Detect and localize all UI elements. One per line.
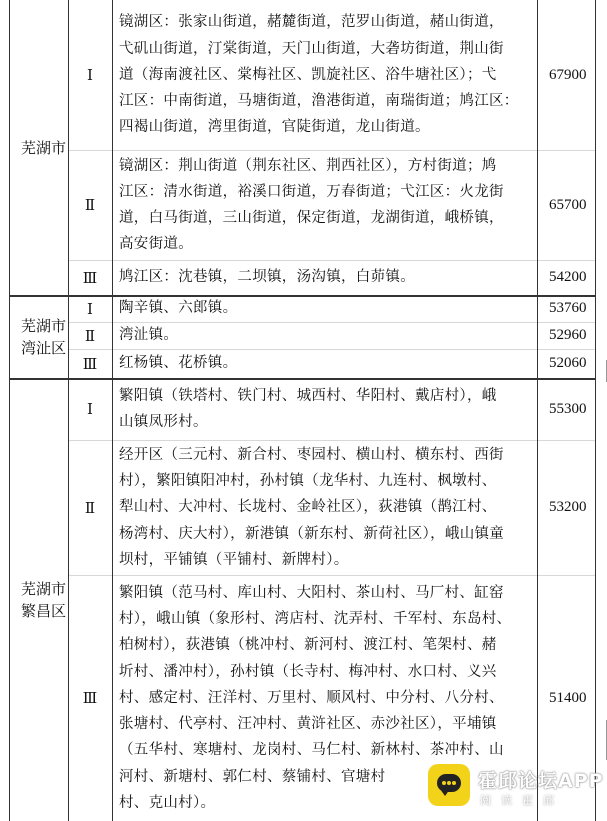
column-divider xyxy=(68,0,69,821)
city-name-line: 芜湖市 xyxy=(21,316,67,335)
area-line: 道（海南渡社区、棠梅社区、凯旋社区、浴牛塘社区）；弋 xyxy=(119,66,497,83)
area-line: 坝村，平铺镇（平铺村、新牌村）。 xyxy=(119,551,349,568)
area-line: 河村、新塘村、郭仁村、蔡铺村、官塘村 xyxy=(119,768,386,785)
area-line: 村），繁阳镇阳冲村，孙村镇（龙华村、九连村、枫墩村、 xyxy=(119,473,497,490)
chat-bubble-icon xyxy=(428,764,470,806)
row-divider xyxy=(68,260,595,261)
area-line: 村），峨山镇（象形村、湾店村、沈弄村、千军村、东岛村、 xyxy=(119,611,512,628)
area-line: 鸠江区：沈巷镇，二坝镇，汤沟镇，白茆镇。 xyxy=(119,269,415,286)
area-cell xyxy=(112,0,537,150)
group-divider xyxy=(9,378,595,380)
column-divider xyxy=(9,0,10,821)
level-cell: Ⅱ xyxy=(84,498,96,517)
area-line: 弋矶山街道，汀棠街道，天门山街道，大砻坊街道，荆山街 xyxy=(119,40,504,57)
area-cell xyxy=(112,378,537,440)
area-line: 镜湖区：张家山街道，赭麓街道，范罗山街道，赭山街道， xyxy=(119,14,504,31)
column-divider xyxy=(537,0,538,821)
watermark-title: 霍邱论坛APP xyxy=(478,770,604,792)
area-cell xyxy=(112,260,537,295)
level-cell: Ⅰ xyxy=(87,299,93,318)
price-cell: 55300 xyxy=(549,400,587,417)
level-cell: Ⅱ xyxy=(84,326,96,345)
level-cell: Ⅲ xyxy=(82,268,98,287)
area-line: 张塘村、代亭村、汪冲村、黄浒社区、赤沙社区），平埔镇 xyxy=(119,716,497,733)
city-name-line: 湾沚区 xyxy=(21,338,67,357)
city-name-line: 繁昌区 xyxy=(21,601,67,620)
area-line: 经开区（三元村、新合村、枣园村、横山村、横东村、西街 xyxy=(119,446,504,463)
city-name-line: 芜湖市 xyxy=(21,579,67,598)
price-cell: 53200 xyxy=(549,499,587,515)
price-cell: 67900 xyxy=(549,66,587,83)
watermark-subtitle: 阅读霍邱 xyxy=(480,794,564,807)
area-cell xyxy=(112,295,537,322)
area-line: 江区：清水街道，裕溪口街道，万春街道；弋江区：火龙街 xyxy=(119,183,504,200)
area-line: 圻村、潘冲村），孙村镇（长寺村、梅冲村、水口村、义兴 xyxy=(119,663,497,680)
area-line: 高安街道。 xyxy=(119,236,193,253)
area-line: 村、感定村、汪洋村、万里村、顺风村、中分村、八分村、 xyxy=(119,689,504,706)
row-divider xyxy=(68,322,595,323)
row-divider xyxy=(68,575,595,576)
area-line: 犁山村、大冲村、长垅村、金岭社区），荻港镇（鹊江村、 xyxy=(119,499,497,516)
level-cell: Ⅲ xyxy=(82,689,98,707)
column-divider xyxy=(595,0,596,821)
area-line: 繁阳镇（范马村、库山村、大阳村、茶山村、马厂村、缸窑 xyxy=(119,585,504,602)
city-cell xyxy=(9,378,68,821)
level-cell: Ⅰ xyxy=(87,400,93,418)
app-watermark xyxy=(424,760,607,812)
group-divider xyxy=(9,295,595,297)
price-cell: 51400 xyxy=(549,689,587,706)
area-line: 江区：中南街道，马塘街道，澛港街道，南瑞街道；鸠江区： xyxy=(119,93,519,110)
area-line: 镜湖区：荆山街道（荆东社区、荆西社区），方村街道；鸠 xyxy=(119,157,497,174)
row-divider xyxy=(68,349,595,350)
area-line: 村、克山村）。 xyxy=(119,794,216,811)
area-cell xyxy=(112,322,537,349)
area-line: 柏树村），荻港镇（桃冲村、新河村、渡江村、笔架村、赭 xyxy=(119,637,497,654)
price-cell: 52060 xyxy=(549,355,587,371)
level-cell: Ⅲ xyxy=(82,354,98,373)
area-line: 红杨镇、花桥镇。 xyxy=(119,355,238,372)
price-cell: 52960 xyxy=(549,327,587,343)
row-divider xyxy=(68,150,595,151)
area-line: 陶辛镇、六郎镇。 xyxy=(119,300,238,317)
area-cell xyxy=(112,349,537,378)
area-line: 山镇凤形村。 xyxy=(119,414,208,430)
row-divider xyxy=(68,440,595,441)
area-line: （五华村、寒塘村、龙岗村、马仁村、新林村、茶冲村、山 xyxy=(119,742,504,759)
city-name-line: 芜湖市 xyxy=(21,138,67,157)
area-cell xyxy=(112,440,537,575)
level-cell: Ⅰ xyxy=(87,66,93,84)
area-cell xyxy=(112,150,537,260)
city-cell xyxy=(9,0,68,295)
area-line: 道，白马街道，三山街道，保定街道，龙湖街道，峨桥镇， xyxy=(119,210,504,226)
area-line: 四褐山街道，湾里街道，官陡街道，龙山街道。 xyxy=(119,119,430,136)
column-divider xyxy=(112,0,113,821)
price-cell: 65700 xyxy=(549,196,587,213)
area-line: 杨湾村、庆大村），新港镇（新东村、新荷社区），峨山镇童 xyxy=(119,525,505,542)
area-line: 繁阳镇（铁塔村、铁门村、城西村、华阳村、戴店村），峨 xyxy=(119,387,497,404)
price-cell: 53760 xyxy=(549,300,587,316)
level-cell: Ⅱ xyxy=(84,196,96,214)
price-cell: 54200 xyxy=(549,269,587,285)
area-line: 湾沚镇。 xyxy=(119,327,179,344)
city-cell xyxy=(9,295,68,378)
